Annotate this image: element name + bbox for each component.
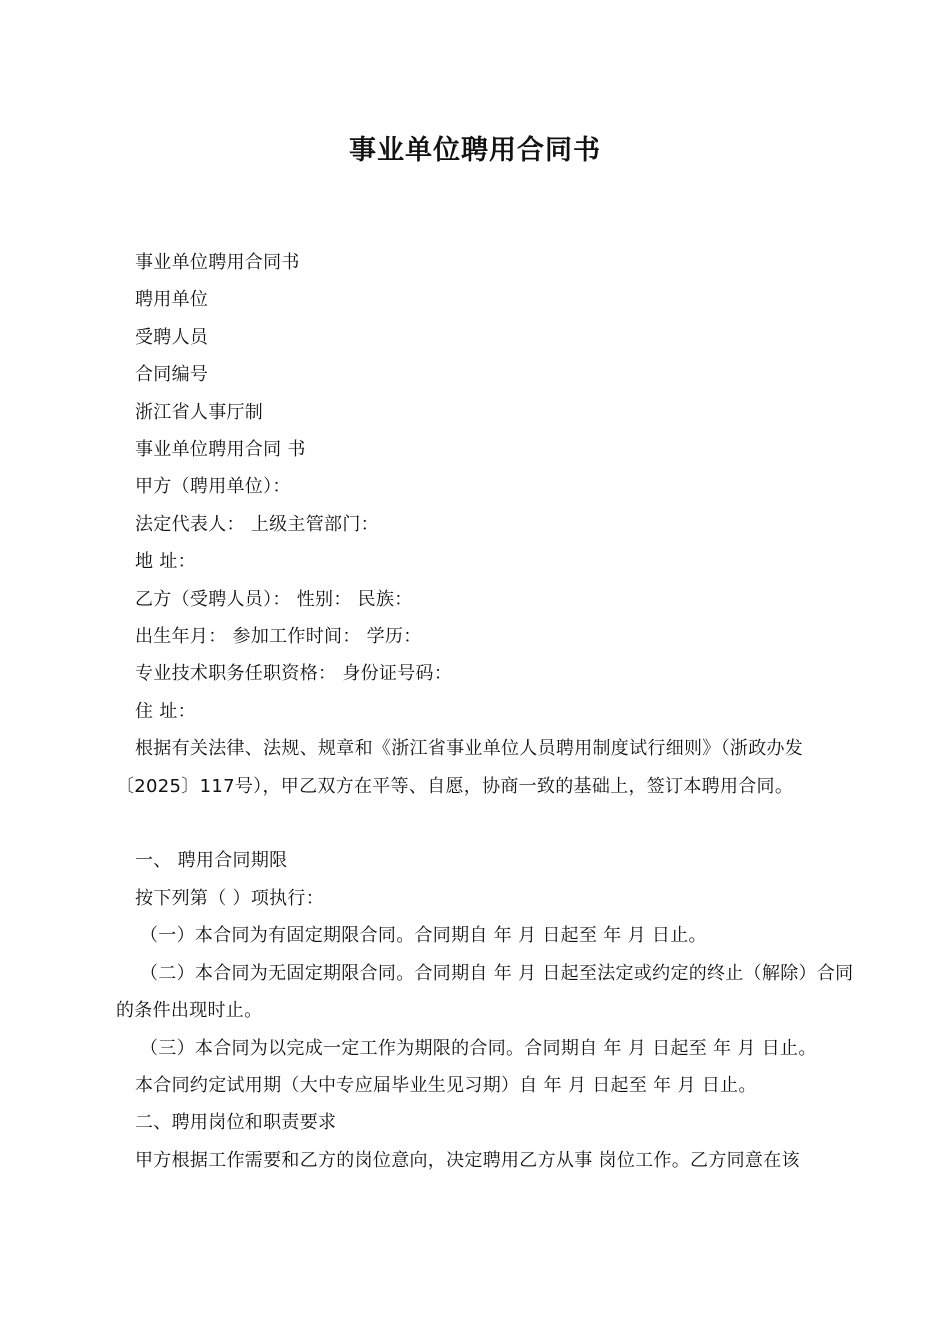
cover-line: 事业单位聘用合同书	[135, 252, 300, 273]
cover-line: 事业单位聘用合同 书	[135, 439, 306, 461]
section-heading: 一、 聘用合同期限	[135, 850, 288, 872]
birth-line: 出生年月： 参加工作时间： 学历：	[135, 626, 422, 648]
section-instruction: 按下列第（ ）项执行：	[135, 887, 325, 909]
qualification-line: 专业技术职务任职资格： 身份证号码：	[135, 663, 453, 685]
document-title: 事业单位聘用合同书	[349, 135, 601, 166]
section-paragraph: 甲方根据工作需要和乙方的岗位意向，决定聘用乙方从事 岗位工作。乙方同意在该	[135, 1149, 800, 1171]
cover-line: 受聘人员	[135, 326, 209, 348]
option-item: （一）本合同为有固定期限合同。合同期自 年 月 日起至 年 月 日止。	[140, 925, 707, 947]
address-b-line: 住 址：	[135, 700, 196, 722]
option-item: （二）本合同为无固定期限合同。合同期自 年 月 日起至法定或约定的终止（解除）合同的条件出现时止。	[116, 962, 854, 1022]
address-a-line: 地 址：	[135, 551, 196, 573]
cover-line: 浙江省人事厅制	[135, 401, 264, 423]
preamble-paragraph: 根据有关法律、法规、规章和《浙江省事业单位人员聘用制度试行细则》（浙政办发〔2025〕117号），甲乙双方在平等、自愿，协商一致的基础上，签订本聘用合同。	[116, 738, 804, 797]
probation-line: 本合同约定试用期（大中专应届毕业生见习期）自 年 月 日起至 年 月 日止。	[135, 1074, 757, 1096]
document-body	[116, 244, 856, 1179]
party-a-line: 甲方（聘用单位）：	[135, 476, 291, 498]
cover-line: 合同编号	[135, 364, 209, 386]
party-b-line: 乙方（受聘人员）： 性别： 民族：	[135, 588, 413, 610]
section-heading: 二、聘用岗位和职责要求	[135, 1112, 337, 1134]
option-item: （三）本合同为以完成一定工作为期限的合同。合同期自 年 月 日起至 年 月 日止。	[140, 1037, 817, 1059]
cover-line: 聘用单位	[135, 289, 209, 311]
representative-line: 法定代表人： 上级主管部门：	[135, 513, 379, 535]
